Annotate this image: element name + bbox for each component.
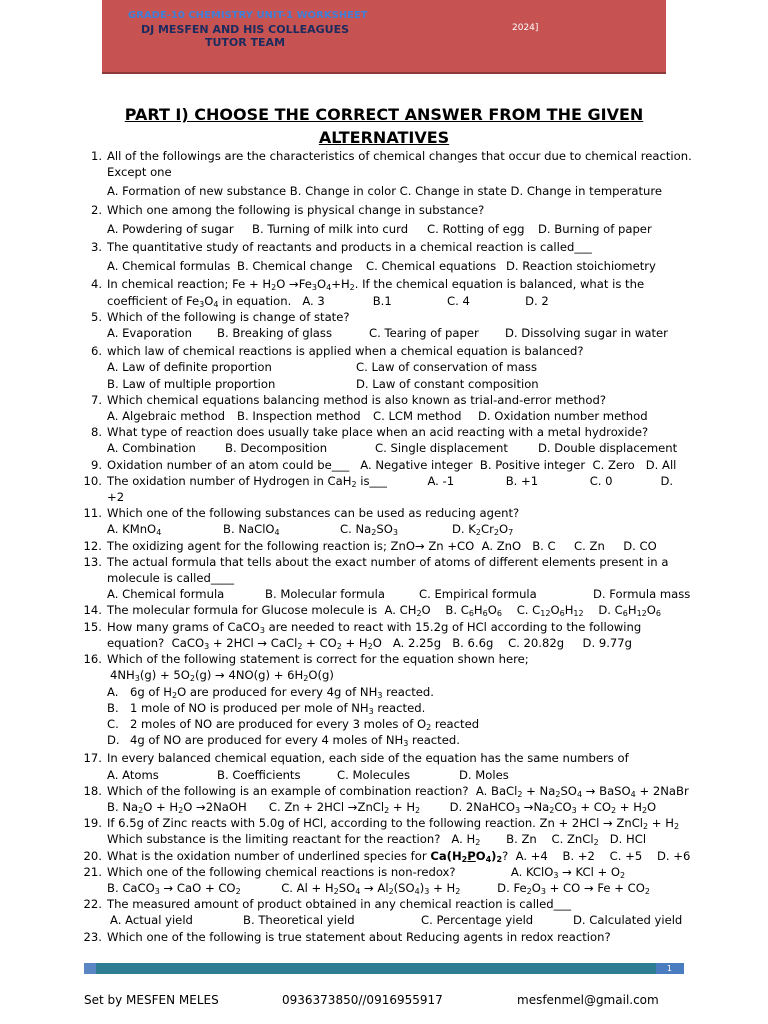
question-2: 2. Which one among the following is physical change in substance? xyxy=(90,202,485,217)
question-list xyxy=(80,148,692,945)
question-11-options: A. KMnO$_4$ B. NaClO$_4$ C. $Na_2SO_3$ D. $K_2Cr_2O_7$ xyxy=(107,522,514,538)
question-16-option-b: B. 1 mole of NO is produced per mole of $NH_3$ reacted. xyxy=(107,700,426,716)
header-banner xyxy=(102,0,666,74)
question-7-options: A. Algebraic method B. Inspection method C. LCM method D. Oxidation number method xyxy=(107,409,648,424)
question-8: 8. What type of reaction does usually take place when an acid reacting with a metal hydroxide? xyxy=(90,425,649,440)
question-2-options: A. Powdering of sugar B. Turning of milk into curd C. Rotting of egg D. Burning of paper xyxy=(107,221,652,236)
question-11: 11. Which one of the following substances can be used as reducing agent? xyxy=(83,506,520,521)
team-title: DJ MESFEN AND HIS COLLEAGUES TUTOR TEAM xyxy=(140,23,350,49)
question-12: 12. The oxidizing agent for the following reaction is; ZnO→ Zn +CO A. ZnO B. C C. Zn D. CO xyxy=(83,538,657,553)
question-8-options: A. Combination B. Decomposition C. Single displacement D. Double displacement xyxy=(107,441,678,456)
question-13: 13. The actual formula that tells about the exact number of atoms of different elements present in a molecule is called____ xyxy=(83,554,669,586)
question-14: 14. The molecular formula for Glucose molecule is A. $CH_2O$ B. $C_6H_6O_6$ C. $C_{12}O_6H_{12}$ D. $C_6H_{12}O_6$ xyxy=(83,603,661,619)
question-18: 18. Which of the following is an example of combination reaction? A. BaCl$_2$ + $Na_2SO_4$ → BaSO$_4$ + 2NaBr xyxy=(83,783,689,799)
footer-phone: 0936373850//0916955917 xyxy=(282,993,443,1007)
question-4: 4. In chemical reaction; $Fe + H_2O \to Fe_3O_4+H_2$. If the chemical equation is balanced, what is the xyxy=(90,277,645,293)
footer-email: mesfenmel@gmail.com xyxy=(517,993,659,1007)
question-16-equation: $4NH_3(g) + 5O_2(g) \to 4NO(g) + 6H_2O(g)$ xyxy=(110,668,334,684)
question-19: 19. If 6.5g of Zinc reacts with 5.0g of HCl, according to the following reaction. Zn + 2HCl → ZnCl$_2$ + $H_2$ xyxy=(83,816,680,832)
question-6: 6. which law of chemical reactions is applied when a chemical equation is balanced? xyxy=(90,344,584,359)
question-21-continued: B. CaCO$_3$ → CaO + $CO_2$ C. $Al + H_2SO_4 \to Al_2(SO_4)_3 + H_2$ D. $Fe_2O_3$ + CO → $Fe + CO_2$ xyxy=(107,880,650,896)
question-16: 16. Which of the following statement is correct for the equation shown here; xyxy=(83,652,529,667)
question-22: 22. The measured amount of product obtained in any chemical reaction is called___ xyxy=(83,897,572,912)
question-13-options: A. Chemical formula B. Molecular formula C. Empirical formula D. Formula mass xyxy=(107,587,691,602)
question-15-continued: equation? CaCO$_3$ + 2HCl → CaCl$_2$ + $CO_2 + H_2O$ A. 2.25g B. 6.6g C. 20.82g D. 9.77g xyxy=(107,635,633,651)
question-3: 3. The quantitative study of reactants and products in a chemical reaction is called___ xyxy=(90,240,592,255)
question-10: 10. The oxidation number of Hydrogen in CaH$_2$ is___ A. -1 B. +1 C. 0 D. +2 xyxy=(83,473,674,505)
question-3-options: A. Chemical formulas B. Chemical change C. Chemical equations D. Reaction stoichiometry xyxy=(107,259,656,274)
question-6-options-row1: A. Law of definite proportion C. Law of conservation of mass xyxy=(107,360,538,375)
question-20: 20. What is the oxidation number of underlined species for $Ca(H_2PO_4)_2$? A. +4 B. +2 C. +5 D. +6 xyxy=(83,848,691,864)
question-16-option-c: C. 2 moles of NO are produced for every 3 moles of $O_2$ reacted xyxy=(107,716,480,732)
question-17-options: A. Atoms B. Coefficients C. Molecules D. Moles xyxy=(107,767,509,782)
question-1: 1. All of the followings are the characteristics of chemical changes that occur due to chemical reaction. Except one xyxy=(90,149,692,180)
footer-author: Set by MESFEN MELES xyxy=(84,993,219,1007)
date-fragment: 2024] xyxy=(512,23,539,33)
question-4-continued: coefficient of $Fe_3O_4$ in equation. A. 3 B.1 C. 4 D. 2 xyxy=(107,293,549,309)
question-21: 21. Which one of the following chemical reactions is non-redox? A. KClO$_3$ → KCl + $O_2$ xyxy=(83,864,626,880)
page-title: PART I) CHOOSE THE CORRECT ANSWER FROM THE GIVEN ALTERNATIVES xyxy=(124,105,644,147)
question-7: 7. Which chemical equations balancing method is also known as trial-and-error method? xyxy=(90,392,606,407)
question-6-options-row2: B. Law of multiple proportion D. Law of constant composition xyxy=(107,376,539,391)
question-18-continued: B. $Na_2O + H_2O$ →2NaOH C. Zn + 2HCl →ZnCl$_2$ + $H_2$ D. 2NaHCO$_3$ $\to Na_2CO_3 + CO_2 + H_2O$ xyxy=(107,799,657,815)
question-1-options: A. Formation of new substance B. Change in color C. Change in state D. Change in temperature xyxy=(107,184,663,199)
question-17: 17. In every balanced chemical equation, each side of the equation has the same numbers of xyxy=(83,751,629,766)
worksheet-subtitle: GRADE-10 CHEMISTRY UNIT-1 WORKSHEET xyxy=(128,10,368,21)
question-16-option-d: D. 4g of NO are produced for every 4 moles of $NH_3$ reacted. xyxy=(107,733,460,749)
question-16-option-a: A. 6g of $H_2O$ are produced for every 4g of $NH_3$ reacted. xyxy=(107,684,434,700)
question-23: 23. Which one of the following is true statement about Reducing agents in redox reaction? xyxy=(83,929,611,944)
question-5: 5. Which of the following is change of state? xyxy=(90,309,350,324)
page-number: 1 xyxy=(666,964,672,973)
question-19-continued: Which substance is the limiting reactant for the reaction? A. $H_2$ B. Zn C. ZnCl$_2$ D. HCl xyxy=(107,832,647,848)
question-22-options: A. Actual yield B. Theoretical yield C. Percentage yield D. Calculated yield xyxy=(110,913,683,928)
question-5-options: A. Evaporation B. Breaking of glass C. Tearing of paper D. Dissolving sugar in water xyxy=(107,326,668,341)
question-15: 15. How many grams of CaCO$_3$ are needed to react with 15.2g of HCl according to the following xyxy=(83,619,642,635)
question-9: 9. Oxidation number of an atom could be___ A. Negative integer B. Positive integer C. Zero D. All xyxy=(90,457,677,472)
footer-divider-bar xyxy=(84,963,684,974)
